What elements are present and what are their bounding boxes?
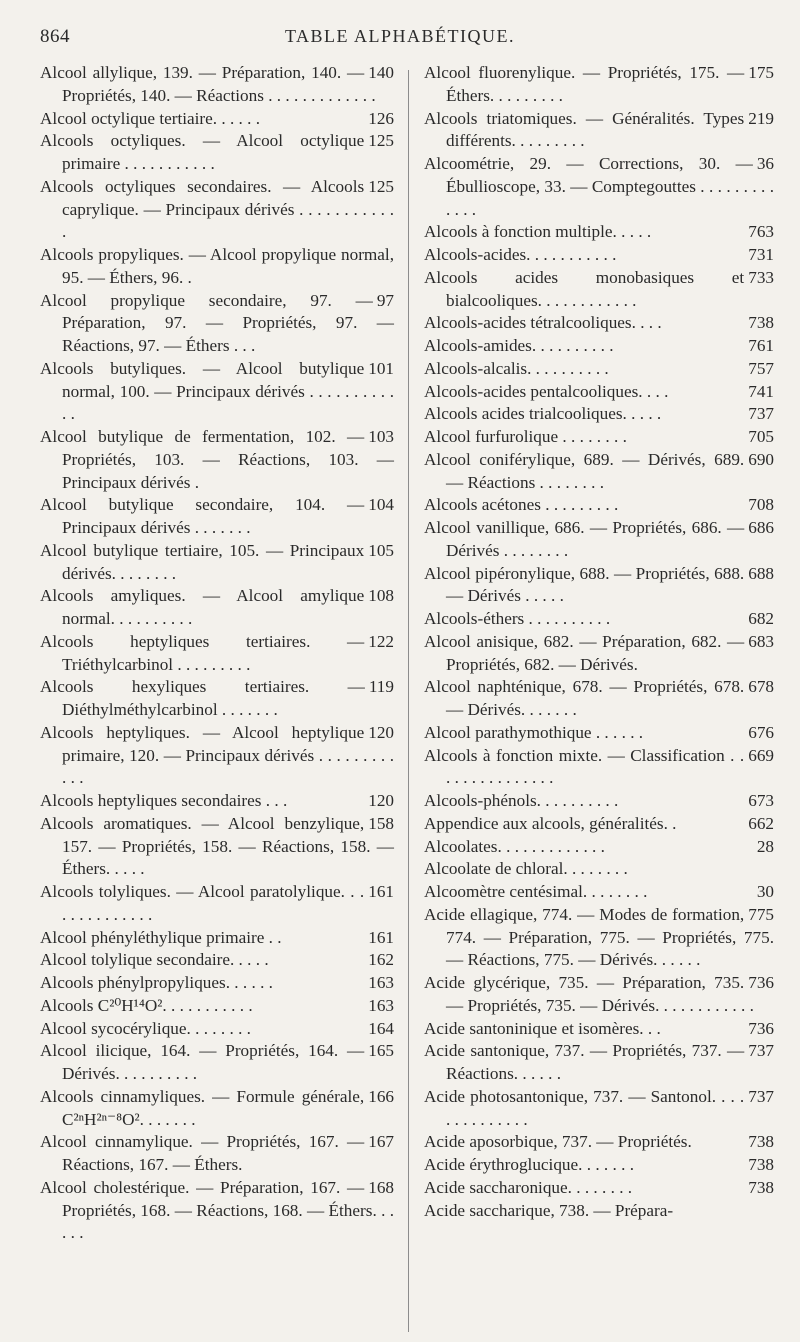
index-entry-page: 731	[744, 244, 774, 267]
index-entry-page: 733	[744, 267, 774, 290]
index-entry	[40, 1086, 394, 1132]
index-entry-page: 678	[744, 676, 774, 699]
column-divider	[408, 70, 409, 1332]
index-entry-page: 161	[364, 881, 394, 904]
index-entry-text: Alcool allylique, 139. — Préparation, 140. — Propriétés, 140. — Réactions . . . . . . . . . . . . .	[40, 63, 376, 105]
index-entry	[40, 290, 394, 358]
index-entry-text: Alcools à fonction mixte. — Classification . . . . . . . . . . . . . . .	[424, 745, 745, 788]
index-entry-page: 101	[364, 358, 394, 381]
index-entry-text: Alcool butylique tertiaire, 105. — Principaux dérivés. . . . . . . .	[40, 540, 365, 583]
index-entry-text: Alcools-acides tétralcooliques. . . .	[424, 313, 662, 333]
index-entry-text: Alcools-alcalis. . . . . . . . . .	[424, 358, 609, 378]
index-entry-text: Alcools heptyliques secondaires . . .	[40, 791, 288, 810]
index-entry	[424, 221, 774, 244]
index-entry	[424, 608, 774, 631]
index-entry-page: 737	[744, 1086, 774, 1109]
index-entry	[424, 267, 774, 313]
index-entry-text: Acide saccharonique. . . . . . . .	[424, 1177, 633, 1197]
index-entry-text: Acide érythroglucique. . . . . . .	[424, 1155, 635, 1174]
index-entry	[424, 62, 774, 108]
index-entry	[40, 426, 394, 494]
index-entry-text: Alcools cinnamyliques. — Formule générale, C²ⁿH²ⁿ⁻⁸O². . . . . . .	[40, 1086, 365, 1129]
index-entry-page: 219	[744, 108, 774, 131]
index-entry	[40, 358, 394, 426]
index-entry-text: Alcool sycocérylique. . . . . . . .	[40, 1018, 251, 1038]
index-entry-page: 120	[364, 722, 394, 745]
index-entry	[424, 517, 774, 563]
index-entry-page: 161	[364, 927, 394, 950]
index-entry-page: 163	[364, 972, 394, 995]
index-entry-text: Alcools amyliques. — Alcool amylique normal. . . . . . . . . .	[40, 586, 365, 628]
index-entry	[40, 1018, 394, 1041]
index-entry	[424, 108, 774, 154]
index-entry	[40, 108, 394, 131]
index-entry	[424, 1040, 774, 1086]
index-entry-page: 108	[364, 585, 394, 608]
index-entry-page: 168	[364, 1177, 394, 1200]
index-entry-text: Alcoolates. . . . . . . . . . . . .	[424, 836, 605, 856]
index-entry	[424, 904, 774, 972]
index-entry	[40, 62, 394, 108]
index-entry-page: 688	[744, 563, 774, 586]
index-entry-text: Alcool vanillique, 686. — Propriétés, 686. — Dérivés . . . . . . . .	[424, 518, 745, 560]
index-entry	[40, 494, 394, 540]
index-entry-page: 761	[744, 335, 774, 358]
index-entry-text: Alcool furfurolique . . . . . . . .	[424, 427, 627, 446]
index-entry-text: Alcoomètre centésimal. . . . . . . .	[424, 882, 648, 901]
index-entry-page: 126	[364, 108, 394, 131]
index-entry	[424, 335, 774, 358]
index-entry-text: Alcool coniférylique, 689. — Dérivés, 689. — Réactions . . . . . . . .	[424, 449, 745, 492]
index-entry-text: Alcoométrie, 29. — Corrections, 30. — Ébullioscope, 33. — Comptegouttes . . . . . . . . . . . . .	[424, 154, 774, 219]
index-entry-page: 686	[744, 517, 774, 540]
index-entry-text: Alcools heptyliques. — Alcool heptylique primaire, 120. — Principaux dérivés . . . . . . . . . . . .	[40, 722, 394, 788]
index-entry-page: 125	[364, 176, 394, 199]
index-entry-page: 28	[753, 836, 774, 859]
index-entry-page: 736	[744, 1018, 774, 1041]
index-entry-text: Alcool butylique secondaire, 104. — Principaux dérivés . . . . . . .	[40, 495, 365, 537]
index-entry	[424, 153, 774, 221]
index-entry	[40, 790, 394, 813]
index-entry-text: Alcool anisique, 682. — Préparation, 682. — Propriétés, 682. — Dérivés.	[424, 631, 745, 674]
index-entry	[40, 1177, 394, 1245]
index-entry	[424, 881, 774, 904]
index-entry-text: Acide santoninique et isomères. . .	[424, 1018, 661, 1038]
index-entry-text: Alcool butylique de fermentation, 102. — Propriétés, 103. — Réactions, 103. — Principaux dérivés .	[40, 427, 394, 492]
index-entry	[40, 927, 394, 950]
index-entry-text: Acide photosantonique, 737. — Santonol. . . . . . . . . . . . . .	[424, 1086, 745, 1129]
index-entry	[40, 972, 394, 995]
index-entry-text: Acide glycérique, 735. — Préparation, 735. — Propriétés, 735. — Dérivés. . . . . . . . . . . .	[424, 973, 754, 1015]
index-entry	[40, 130, 394, 176]
index-entry	[424, 1086, 774, 1132]
index-entry-page: 738	[744, 1154, 774, 1177]
index-entry-page: 683	[744, 631, 774, 654]
index-entry-page: 120	[364, 790, 394, 813]
index-entry	[424, 1131, 774, 1154]
index-entry-page: 104	[364, 494, 394, 517]
index-entry	[424, 312, 774, 335]
index-entry-page: 167	[364, 1131, 394, 1154]
index-entry	[40, 631, 394, 677]
index-entry-page: 122	[364, 631, 394, 654]
index-entry	[424, 631, 774, 677]
index-entry	[424, 1200, 774, 1223]
index-entry	[40, 676, 394, 722]
index-entry-text: Acide aposorbique, 737. — Propriétés.	[424, 1132, 692, 1152]
index-entry-text: Alcoolate de chloral. . . . . . . .	[424, 859, 628, 879]
index-entry	[40, 585, 394, 631]
index-entry	[424, 563, 774, 609]
index-entry	[424, 449, 774, 495]
index-entry-text: Alcools-éthers . . . . . . . . . .	[424, 609, 611, 628]
index-entry-text: Alcools hexyliques tertiaires. — Diéthylméthylcarbinol . . . . . . .	[40, 677, 365, 719]
index-entry-text: Alcools propyliques. — Alcool propylique normal, 95. — Éthers, 96. .	[40, 245, 394, 287]
index-entry	[424, 1018, 774, 1041]
index-entry	[424, 1154, 774, 1177]
index-entry-page: 119	[365, 676, 394, 699]
index-entry	[424, 244, 774, 267]
index-entry	[40, 244, 394, 290]
index-entry-text: Alcools heptyliques tertiaires. — Triéthylcarbinol . . . . . . . . .	[40, 631, 365, 674]
index-entry	[40, 722, 394, 790]
index-entry	[40, 949, 394, 972]
index-entry-page: 662	[744, 813, 774, 836]
index-entry	[424, 972, 774, 1018]
index-entry-page: 775	[744, 904, 774, 927]
index-entry	[424, 745, 774, 791]
index-column-right	[424, 62, 774, 1222]
index-entry-text: Alcool ilicique, 164. — Propriétés, 164. — Dérivés. . . . . . . . . .	[40, 1041, 365, 1083]
index-entry-page: 708	[744, 494, 774, 517]
index-entry-text: Alcool fluorenylique. — Propriétés, 175. — Éthers. . . . . . . . .	[424, 63, 745, 105]
index-entry-text: Alcools-acides pentalcooliques. . . .	[424, 381, 669, 401]
index-entry-page: 682	[744, 608, 774, 631]
index-entry-page: 737	[744, 1040, 774, 1063]
index-entry-page: 103	[364, 426, 394, 449]
index-entry-text: Alcools acides trialcooliques. . . . .	[424, 404, 662, 424]
index-entry	[424, 790, 774, 813]
index-entry-page: 737	[744, 403, 774, 426]
index-column-left	[40, 62, 394, 1245]
index-entry	[424, 813, 774, 836]
index-entry-page: 36	[753, 153, 774, 176]
index-entry	[424, 358, 774, 381]
index-entry	[424, 426, 774, 449]
index-entry-text: Alcools-amides. . . . . . . . . .	[424, 336, 614, 355]
index-entry-text: Alcools tolyliques. — Alcool paratolylique. . . . . . . . . . . . . .	[40, 882, 365, 924]
index-entry-page: 676	[744, 722, 774, 745]
index-entry-text: Alcools phénylpropyliques. . . . . .	[40, 973, 273, 992]
index-entry-text: Alcools butyliques. — Alcool butylique normal, 100. — Principaux dérivés . . . . . . . . . . . .	[40, 358, 394, 424]
index-entry-page: 125	[364, 130, 394, 153]
index-entry-text: Alcool naphténique, 678. — Propriétés, 678. — Dérivés. . . . . . .	[424, 677, 745, 719]
index-entry-text: Alcools triatomiques. — Généralités. Types différents. . . . . . . . .	[424, 108, 745, 151]
index-entry	[424, 494, 774, 517]
index-entry-page: 738	[744, 1131, 774, 1154]
page-header	[0, 26, 800, 54]
index-entry-text: Alcools-phénols. . . . . . . . . .	[424, 791, 619, 810]
index-entry-page: 165	[364, 1040, 394, 1063]
index-entry-page: 163	[364, 995, 394, 1018]
index-entry	[424, 381, 774, 404]
index-entry-page: 158	[364, 813, 394, 836]
index-entry	[424, 676, 774, 722]
index-entry-page: 705	[744, 426, 774, 449]
index-entry	[424, 836, 774, 859]
index-entry	[40, 813, 394, 881]
index-entry-text: Alcools octyliques secondaires. — Alcools caprylique. — Principaux dérivés . . . . . . . . . . . .	[40, 176, 394, 242]
index-entry-text: Alcool octylique tertiaire. . . . . .	[40, 108, 261, 128]
index-entry-text: Acide saccharique, 738. — Prépara-	[424, 1200, 674, 1220]
index-entry-page: 97	[373, 290, 394, 313]
index-entry-text: Alcools octyliques. — Alcool octylique primaire . . . . . . . . . . .	[40, 131, 365, 173]
index-entry-page: 738	[744, 312, 774, 335]
index-entry-page: 140	[364, 62, 394, 85]
index-entry-text: Appendice aux alcools, généralités. .	[424, 813, 677, 833]
index-entry-page: 164	[364, 1018, 394, 1041]
index-entry-page: 669	[744, 745, 774, 768]
index-entry-text: Alcools acétones . . . . . . . . .	[424, 495, 619, 515]
index-entry-text: Alcools à fonction multiple. . . . .	[424, 222, 652, 242]
index-entry-page: 736	[744, 972, 774, 995]
index-entry-text: Alcool cinnamylique. — Propriétés, 167. — Réactions, 167. — Éthers.	[40, 1132, 365, 1174]
index-entry-page: 741	[744, 381, 774, 404]
page-number: 864	[40, 26, 70, 47]
index-entry-text: Alcool pipéronylique, 688. — Propriétés, 688. — Dérivés . . . . .	[424, 563, 745, 606]
index-entry-page: 738	[744, 1177, 774, 1200]
index-entry-page: 690	[744, 449, 774, 472]
index-entry	[40, 176, 394, 244]
index-entry-text: Acide ellagique, 774. — Modes de formation, 774. — Préparation, 775. — Propriétés, 775. — Réactions, 775. — Dérivés. . . . . .	[424, 904, 774, 970]
index-entry	[424, 1177, 774, 1200]
index-entry-text: Alcool tolylique secondaire. . . . .	[40, 950, 269, 970]
index-entry-text: Alcool phényléthylique primaire . .	[40, 927, 282, 947]
index-entry	[40, 540, 394, 586]
index-entry-text: Alcool cholestérique. — Préparation, 167. — Propriétés, 168. — Réactions, 168. — Éthers. . . . . .	[40, 1177, 394, 1243]
index-entry	[40, 1131, 394, 1177]
index-entry	[40, 995, 394, 1018]
index-entry-page: 175	[744, 62, 774, 85]
index-entry-page: 673	[744, 790, 774, 813]
index-entry-text: Acide santonique, 737. — Propriétés, 737. — Réactions. . . . . .	[424, 1041, 745, 1083]
index-entry-text: Alcools C²⁰H¹⁴O². . . . . . . . . . .	[40, 995, 253, 1015]
index-entry-text: Alcools acides monobasiques et bialcooliques. . . . . . . . . . . .	[424, 267, 745, 310]
index-entry	[424, 722, 774, 745]
index-entry-text: Alcool parathymothique . . . . . .	[424, 722, 644, 742]
index-entry-page: 763	[744, 221, 774, 244]
index-entry-text: Alcool propylique secondaire, 97. — Préparation, 97. — Propriétés, 97. — Réactions, 97. — Éthers . . .	[40, 290, 394, 355]
index-entry-text: Alcools aromatiques. — Alcool benzylique, 157. — Propriétés, 158. — Réactions, 158. — Éthers. . . . .	[40, 813, 394, 879]
index-entry	[40, 881, 394, 927]
index-entry-text: Alcools-acides. . . . . . . . . . .	[424, 245, 617, 264]
index-entry-page: 757	[744, 358, 774, 381]
index-entry	[424, 403, 774, 426]
index-entry	[424, 858, 774, 881]
index-entry	[40, 1040, 394, 1086]
index-entry-page: 105	[364, 540, 394, 563]
index-entry-page: 166	[364, 1086, 394, 1109]
index-entry-page: 162	[364, 949, 394, 972]
index-entry-page: 30	[753, 881, 774, 904]
running-title: TABLE ALPHABÉTIQUE.	[284, 26, 516, 46]
